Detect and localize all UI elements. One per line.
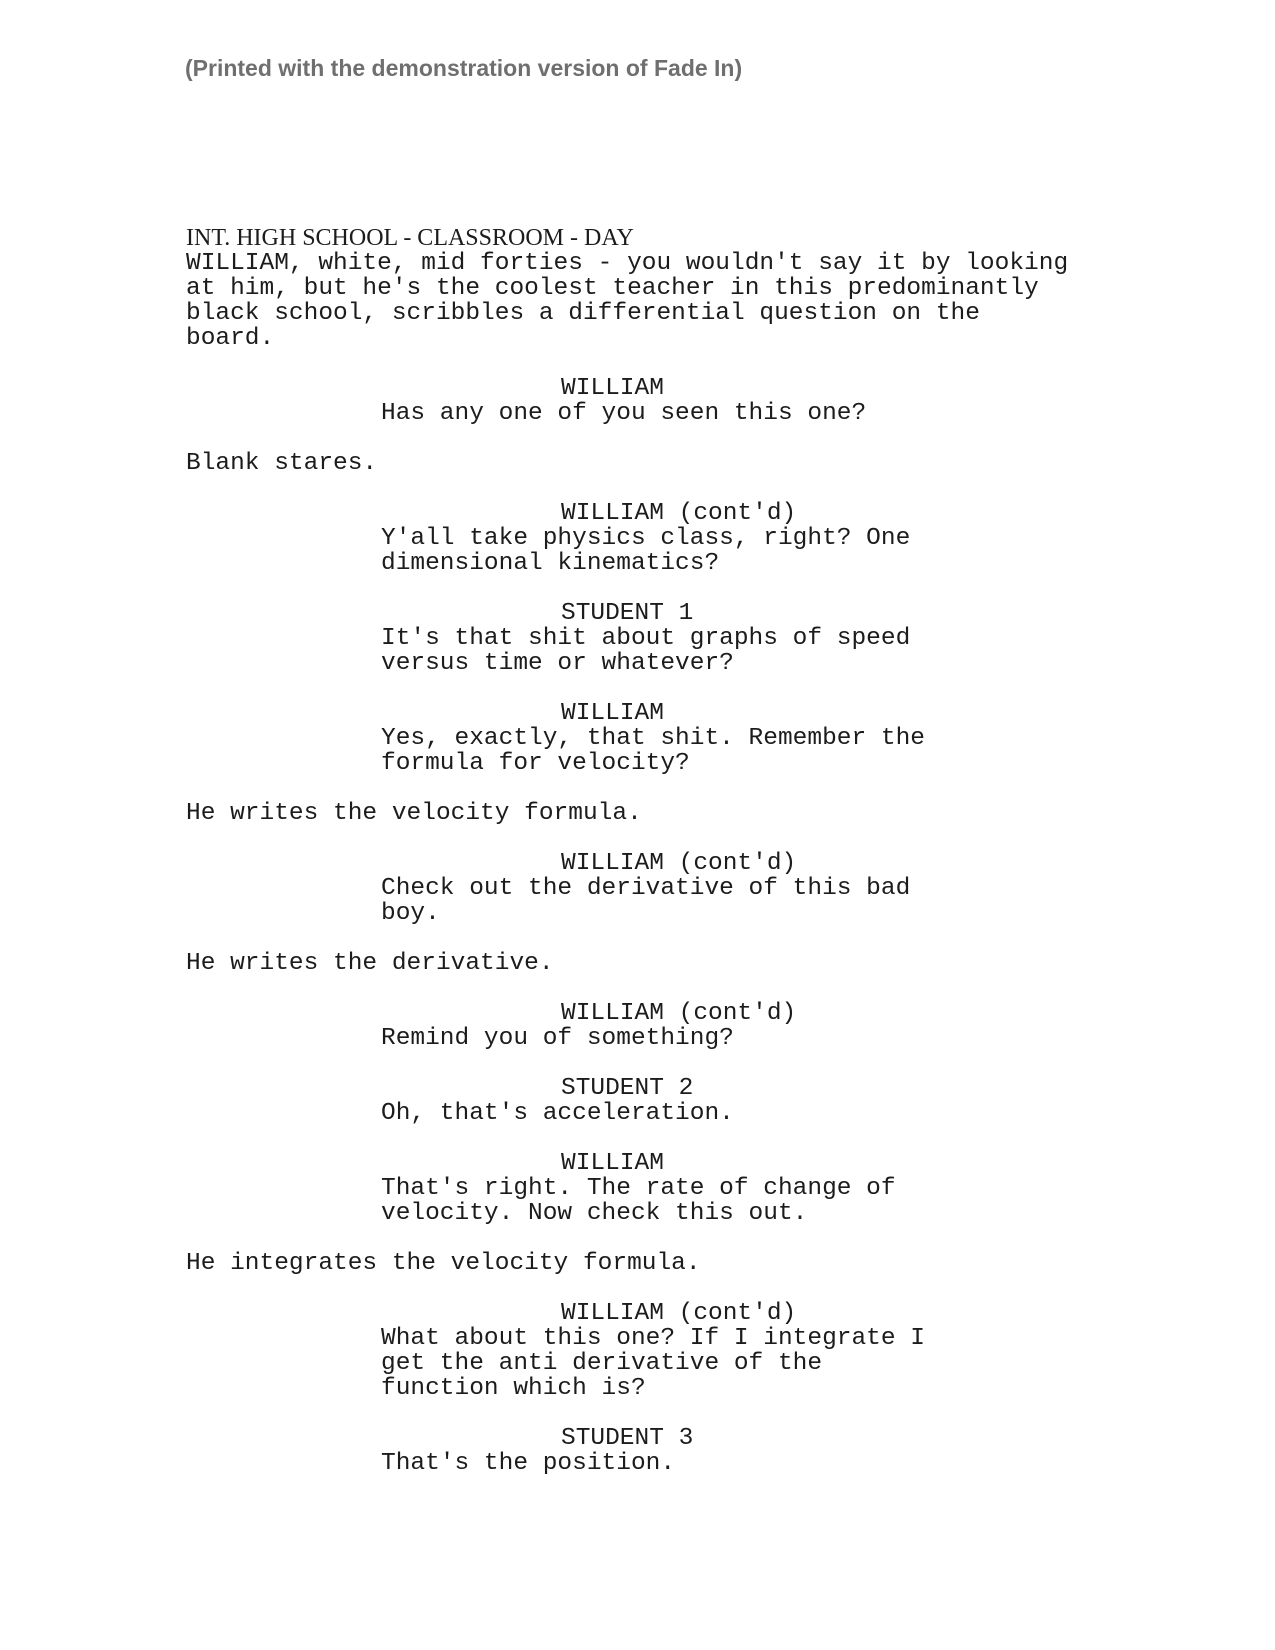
dialogue-block	[381, 1301, 1146, 1401]
dialogue-line: boy.	[381, 900, 440, 927]
dialogue-block	[381, 1076, 1146, 1126]
dialogue-line: That's right. The rate of change of	[381, 1175, 896, 1202]
dialogue-line: get the anti derivative of the	[381, 1350, 823, 1377]
dialogue-block	[381, 1151, 1146, 1226]
screenplay-page	[186, 226, 1146, 1476]
dialogue-block	[381, 1426, 1146, 1476]
dialogue-block	[381, 376, 1146, 426]
character-name: WILLIAM (cont'd)	[561, 1300, 797, 1327]
dialogue-line: Yes, exactly, that shit. Remember the	[381, 725, 925, 752]
dialogue-block	[381, 501, 1146, 576]
action-line: He integrates the velocity formula.	[186, 1250, 701, 1277]
character-name: WILLIAM	[561, 700, 664, 727]
action-line: He writes the velocity formula.	[186, 800, 642, 827]
dialogue-line: velocity. Now check this out.	[381, 1200, 808, 1227]
character-name: WILLIAM (cont'd)	[561, 500, 797, 527]
dialogue-line: dimensional kinematics?	[381, 550, 720, 577]
character-name: WILLIAM	[561, 1150, 664, 1177]
action-line: He writes the derivative.	[186, 950, 554, 977]
dialogue-line: Check out the derivative of this bad	[381, 875, 911, 902]
dialogue-line: What about this one? If I integrate I	[381, 1325, 925, 1352]
scene-heading: INT. HIGH SCHOOL - CLASSROOM - DAY	[186, 225, 634, 251]
character-name: WILLIAM (cont'd)	[561, 850, 797, 877]
dialogue-line: versus time or whatever?	[381, 650, 734, 677]
dialogue-line: Y'all take physics class, right? One	[381, 525, 911, 552]
character-name: STUDENT 3	[561, 1425, 694, 1452]
dialogue-line: That's the position.	[381, 1450, 676, 1477]
dialogue-line: Remind you of something?	[381, 1025, 734, 1052]
action-line: at him, but he's the coolest teacher in this predominantly	[186, 275, 1039, 302]
action-line: black school, scribbles a differential question on the	[186, 300, 980, 327]
dialogue-block	[381, 701, 1146, 776]
dialogue-line: function which is?	[381, 1375, 646, 1402]
action-line: WILLIAM, white, mid forties - you wouldn't say it by looking	[186, 250, 1069, 277]
character-name: WILLIAM	[561, 375, 664, 402]
action-line: Blank stares.	[186, 450, 378, 477]
character-name: WILLIAM (cont'd)	[561, 1000, 797, 1027]
dialogue-block	[381, 851, 1146, 926]
character-name: STUDENT 2	[561, 1075, 694, 1102]
dialogue-line: formula for velocity?	[381, 750, 690, 777]
demo-watermark: (Printed with the demonstration version of Fade In)	[185, 55, 743, 81]
dialogue-line: It's that shit about graphs of speed	[381, 625, 911, 652]
dialogue-block	[381, 1001, 1146, 1051]
dialogue-block	[381, 601, 1146, 676]
action-line: board.	[186, 325, 275, 352]
action-block	[186, 251, 1146, 351]
character-name: STUDENT 1	[561, 600, 694, 627]
dialogue-line: Has any one of you seen this one?	[381, 400, 867, 427]
dialogue-line: Oh, that's acceleration.	[381, 1100, 734, 1127]
